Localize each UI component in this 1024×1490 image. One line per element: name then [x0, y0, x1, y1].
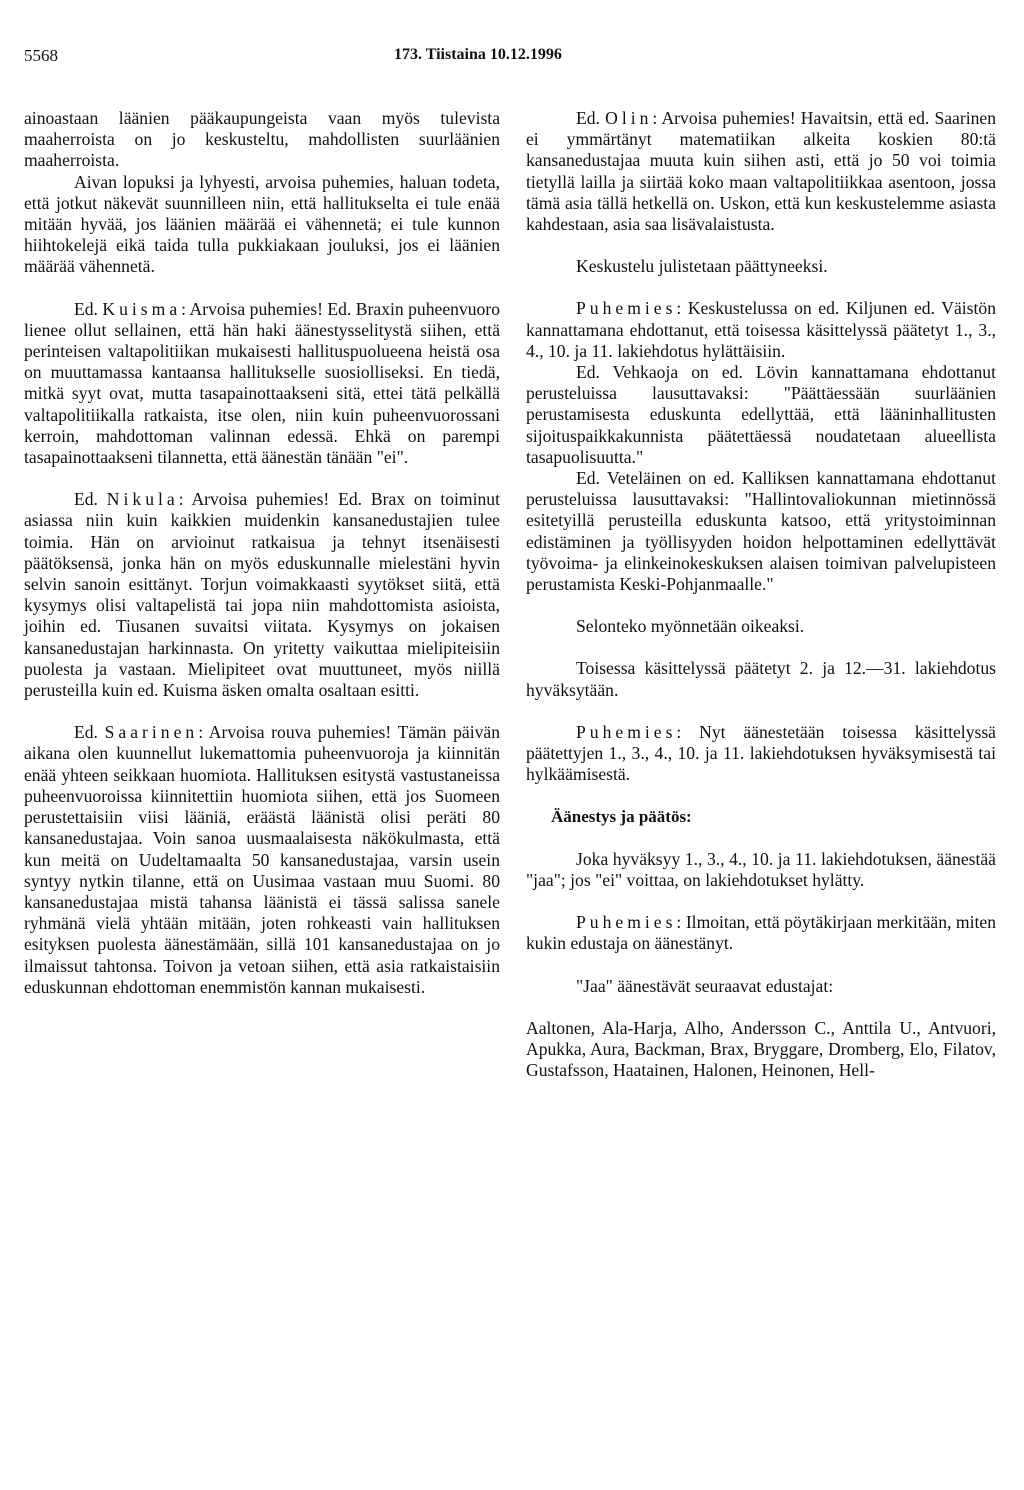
speaker-prefix: Ed. — [74, 489, 98, 510]
speech-text: : Ilmoitan, että pöytäkirjaan merkitään, miten kukin edustaja on äänestänyt. — [526, 912, 996, 954]
speaker-name: Saarinen — [104, 722, 199, 743]
speech-nikula — [24, 489, 500, 701]
speech-text: : Arvoisa puhemies! Havaitsin, että ed. Saarinen ei ymmärtänyt matematiikan alkeita koskien 80:tä kansanedustajaa muuta kuin siihen asti, että jo 50 voi toimia tietyllä lailla ja siirtää koko maan valtapolitiikkaa asentoon, jossa tämä asia tällä hetkellä on. Uskon, että kun keskustelemme asiasta kahdestaan, asia saa lisävalaistusta. — [526, 108, 996, 235]
speaker-name: Nikula — [106, 489, 179, 510]
speaker-name: Puhemies — [576, 721, 677, 742]
speaker-prefix: Ed. — [74, 722, 98, 743]
speech-text: : Arvoisa puhemies! Ed. Braxin puheenvuoro lienee ollut sellainen, että hän haki äänestysselitystä siihen, että perinteisen valtapolitiikan mukaisesti hallituspuolueena heistä osa on muuttamassa kantaansa hallitukselle suosiolliseksi. En tiedä, mitkä syyt ovat, mutta tasapainottaakseni sitä, ettei tätä pelkällä valtapolitiikalla ratkaista, itse olen, niin kuin puheenvuorossani kerroin, mahdottoman valinnan edessä. Ehkä on parempi tasapainottaakseni tilannetta, että äänestän tänään "ei". — [24, 298, 500, 468]
speaker-prefix: Ed. — [576, 108, 600, 128]
second-reading: Toisessa käsittelyssä päätetyt 2. ja 12.—31. lakiehdotus hyväksytään. — [526, 658, 996, 700]
speech-kuisma — [24, 299, 500, 469]
speech-saarinen — [24, 722, 500, 998]
section-heading: Äänestys ja päätös: — [551, 807, 692, 827]
speech-text: : Nyt äänestetään toisessa käsittelyssä päätettyjen 1., 3., 4., 10. ja 11. lakiehdotuksen hyväksymisestä tai hylkäämisestä. — [526, 721, 996, 785]
speaker-prefix: Ed. — [74, 298, 98, 319]
speech-text: : Arvoisa puhemies! Ed. Brax on toiminut asiassa niin kuin kaikkien muidenkin kansanedustajien tulee toimia. Hän on arvioinut ratkaisua ja tehnyt itsenäisesti päätöksensä, jonka hän on myös eduskunnalle mielestäni hyvin selvin sanoin esittänyt. Torjun voimakkaasti syytökset siitä, että kysymys olisi valtapelistä tai jopa niin mahdottomista asioista, joihin ed. Tiusanen suvaitsi viitata. Kysymys on jokaisen kansanedustajan harkinnasta. On yritetty vaikuttaa mielipiteisiin puolesta ja vastaan. Mielipiteet ovat muuttuneet, myös niillä perusteilla kuin ed. Kuisma äsken omalta osaltaan esitti. — [24, 489, 500, 701]
speech-olin — [526, 108, 996, 235]
speech-text: : Keskustelussa on ed. Kiljunen ed. Väistön kannattamana ehdottanut, että toisessa käsittelyssä päätetyt 1., 3., 4., 10. ja 11. lakiehdotus hylättäisiin. — [526, 298, 996, 361]
speaker-name: Puhemies — [576, 912, 677, 933]
speech-puhemies-2 — [526, 722, 996, 786]
paragraph: Ed. Vehkaoja on ed. Lövin kannattamana ehdottanut perusteluissa lausuttavaksi: "Päättäessään suurläänien perustamisesta eduskunta edellyttää, että lääninhallitusten sijoituspaikkakunnista päätettäessä noudatetaan alueellista tasapuolisuutta." — [526, 362, 996, 467]
speaker-name: Puhemies — [576, 298, 677, 319]
speaker-name: Kuisma — [102, 298, 182, 319]
running-head: 173. Tiistaina 10.12.1996 — [394, 46, 562, 63]
voter-names: Aaltonen, Ala-Harja, Alho, Andersson C., Anttila U., Antvuori, Apukka, Aura, Backman, Brax, Bryggare, Dromberg, Elo, Filatov, Gustafsson, Haatainen, Halonen, Heinonen, Hell- — [526, 1017, 996, 1081]
vote-instruction: Joka hyväksyy 1., 3., 4., 10. ja 11. lakiehdotuksen, äänestää "jaa"; jos "ei" voittaa, on lakiehdotukset hylätty. — [526, 848, 996, 890]
right-column — [526, 108, 996, 1081]
speech-puhemies-3 — [526, 912, 996, 954]
report-approved: Selonteko myönnetään oikeaksi. — [576, 616, 805, 637]
jaa-intro: "Jaa" äänestävät seuraavat edustajat: — [576, 975, 834, 996]
left-column — [24, 108, 500, 998]
paragraph: Ed. Veteläinen on ed. Kalliksen kannattamana ehdottanut perusteluissa lausuttavaksi: "Hallintovaliokunnan mietinnössä esitetyillä perusteilla eduskunta katsoo, että yritystoiminnan edistäminen ja työllisyyden hoidon helpottaminen edellyttävät työvoima- ja elinkeinokeskuksen alaisen toimivan palvelupisteen perustamista Keski-Pohjanmaalle." — [526, 468, 996, 595]
speech-puhemies-1 — [526, 298, 996, 362]
paragraph: Aivan lopuksi ja lyhyesti, arvoisa puhemies, haluan todeta, että jotkut näkevät suunnilleen niin, että hallitukselta ei tule enää mitään hyvää, jos läänien määrää ei vähennetä; ei tule kunnon hiihtokelejä eikä taida tulla pukkiakaan jouluksi, jos ei läänien määrää vähennetä. — [24, 171, 500, 277]
discussion-closed: Keskustelu julistetaan päättyneeksi. — [576, 256, 828, 277]
speech-text: : Arvoisa rouva puhemies! Tämän päivän aikana olen kuunnellut lukemattomia puheenvuoroja ja kiinnitän enää yhteen seikkaan huomiota. Hallituksen esitystä vastustaneissa puheenvuoroissa kiinnitettiin huomiota siihen, että jos Suomeen perustettaisiin viisi lääniä, eräästä läänistä olisi peräti 80 kansanedustajaa. Voin sanoa uusmaalaisesta näkökulmasta, että kun meitä on Uudeltamaalta 50 kansanedustajaa, varsin usein syntyy nytkin tilanne, että on Uusimaa vastaan muu Suomi. 80 kansanedustajaa mistä tahansa läänistä ei tässä salissa sanele ryhmänä vielä yhtään mitään, joten rohkeasti vain hallituksen esityksen puolesta äänestämään, sillä 101 kansanedustajaa on jo ilmaissut tahtonsa. Toivon ja vetoan siihen, että asia ratkaistaisiin eduskunnan ehdottoman enemmistön kannan mukaisesti. — [24, 722, 500, 997]
speaker-name: Olin — [605, 108, 653, 128]
page-number: 5568 — [24, 46, 58, 65]
paragraph: ainoastaan läänien pääkaupungeista vaan myös tulevista maaherroista on jo keskusteltu, mahdollisten suurläänien maaherroista. — [24, 108, 500, 171]
